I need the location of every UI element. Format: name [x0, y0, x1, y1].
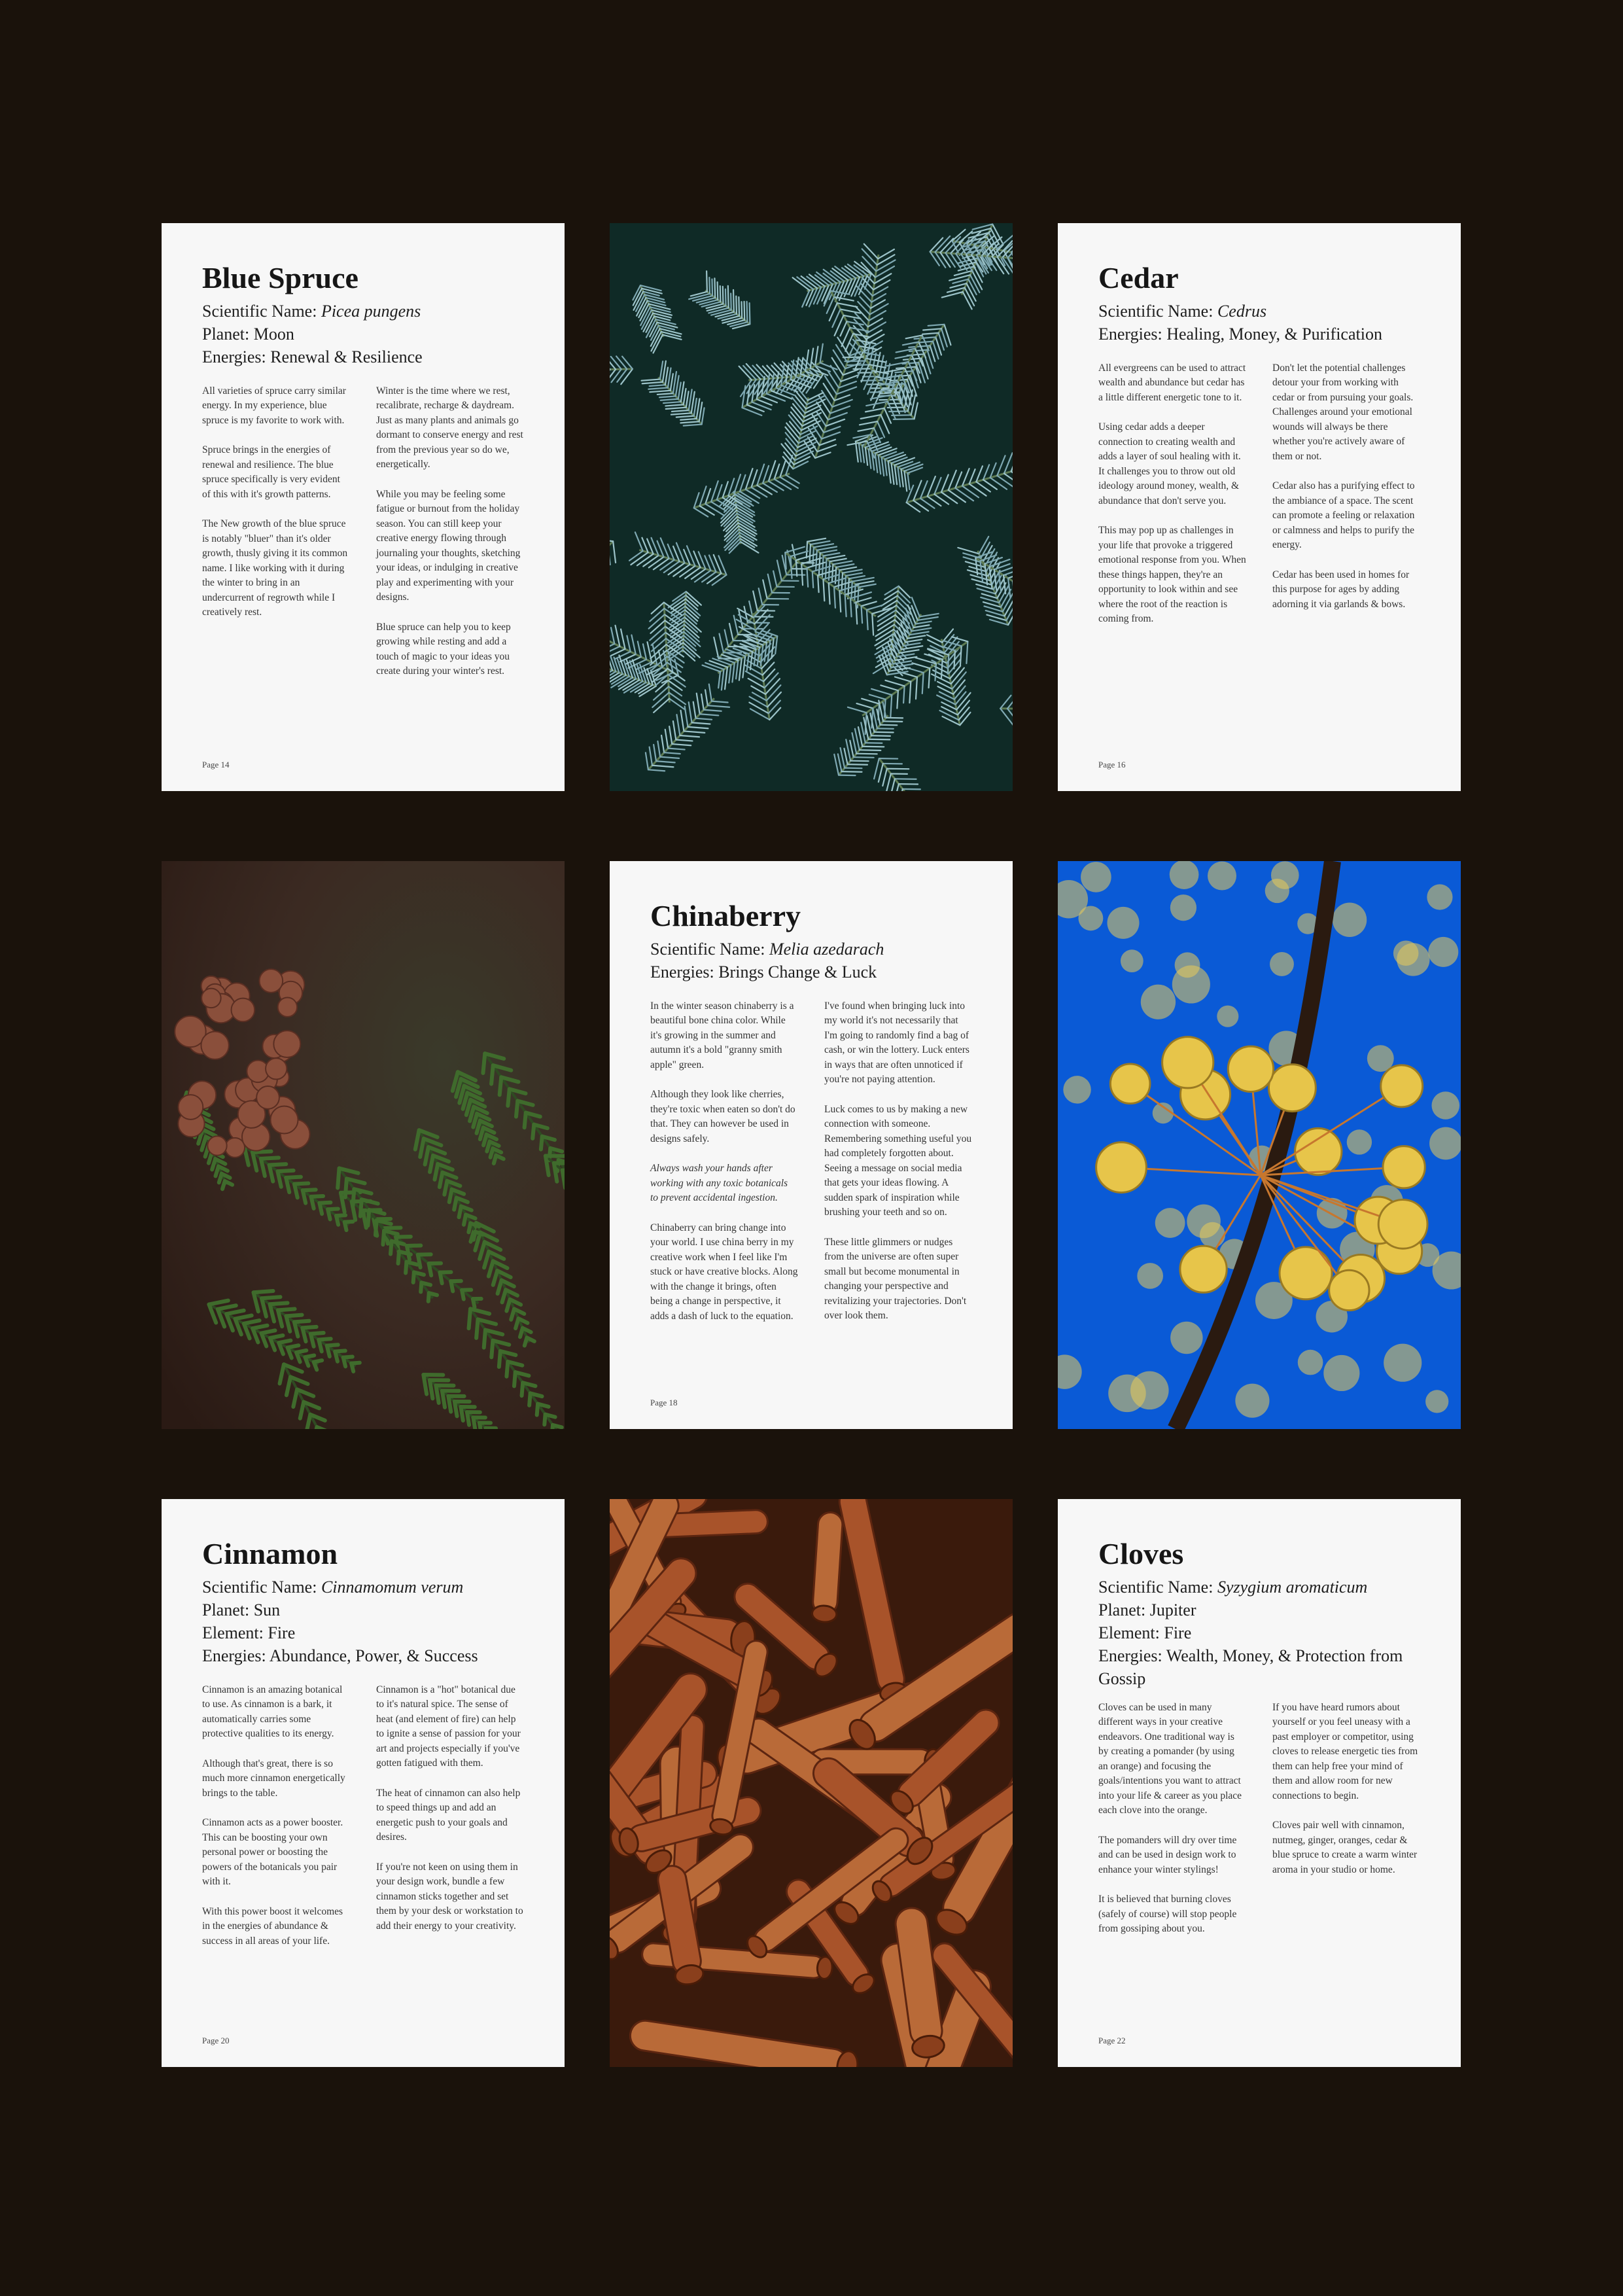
planet: Planet: Sun: [202, 1600, 281, 1619]
text-column-right: [1272, 361, 1420, 642]
background-berry: [1208, 862, 1236, 891]
paragraph: The heat of cinnamon can also help to speed things up and add an energetic push to your goals and desires.: [376, 1787, 521, 1843]
page-number: Page 22: [1098, 2036, 1126, 2045]
cedar-photo: [162, 861, 565, 1429]
chinaberry: [1096, 1142, 1147, 1193]
text-column-right: [376, 1683, 524, 1964]
background-berry: [1428, 937, 1458, 967]
background-berry: [1425, 1390, 1448, 1413]
cedar-cone: [225, 1138, 245, 1157]
background-berry: [1431, 1091, 1459, 1120]
page-title: Cedar: [1098, 261, 1179, 294]
background-berry: [1155, 1208, 1185, 1238]
background-berry: [1107, 907, 1139, 939]
paragraph: It is believed that burning cloves (safely of course) will stop people from gossiping about you.: [1098, 1894, 1237, 1935]
cedar-image: [162, 861, 565, 1429]
chinaberry: [1381, 1065, 1423, 1107]
background-berry: [1427, 884, 1452, 910]
scientific-name: Scientific Name: Cedrus: [1098, 301, 1267, 321]
paragraph: If you're not keen on using them in your design work, bundle a few cinnamon sticks together and set them by your desk or workstation to add their energy to your creativity.: [376, 1861, 523, 1932]
cedar-cone: [270, 1106, 298, 1133]
cinnamon-photo: [610, 1499, 1013, 2067]
cedar-cone: [179, 1095, 203, 1120]
paragraph: Although that's great, there is so much more cinnamon energetically brings to the table.: [202, 1757, 345, 1799]
chinaberry: [1162, 1037, 1213, 1088]
paragraph: If you have heard rumors about yourself or you feel uneasy with a past employer or competitor, using cloves to release energetic ties from them can help free your mind of them and allow room for new connections to begin.: [1272, 1701, 1418, 1801]
text-column-right: [1272, 1701, 1420, 1952]
scientific-name: Scientific Name: Syzygium aromaticum: [1098, 1577, 1368, 1597]
cedar-cone: [232, 998, 255, 1022]
energies: Energies: Brings Change & Luck: [650, 962, 877, 981]
background-berry: [1323, 1355, 1359, 1391]
background-berry: [1265, 879, 1289, 903]
paragraph: With this power boost it welcomes in the energies of abundance & success in all areas of your life.: [202, 1905, 343, 1947]
page-title: Cloves: [1098, 1537, 1184, 1570]
background-berry: [1170, 861, 1199, 889]
cedar-cone: [278, 997, 297, 1016]
chinaberry: [1268, 1065, 1316, 1112]
paragraph: Spruce brings in the energies of renewal and resilience. The blue spruce specifically is very evident of this with it's growth patterns.: [202, 444, 340, 500]
background-berry: [1078, 906, 1103, 931]
element: Element: Fire: [1098, 1623, 1192, 1642]
energies: Energies: Abundance, Power, & Success: [202, 1646, 478, 1665]
page-cloves: [1058, 1499, 1461, 2067]
paragraph: All varieties of spruce carry similar energy. In my experience, blue spruce is my favorite to work with.: [202, 385, 346, 426]
energies: Energies: Healing, Money, & Purification: [1098, 324, 1382, 344]
paragraph: Cinnamon is an amazing botanical to use. As cinnamon is a bark, it automatically carries some protective qualities to its energy.: [202, 1684, 343, 1740]
chinaberry: [1110, 1064, 1150, 1104]
page-number: Page 18: [650, 1398, 678, 1407]
planet: Planet: Moon: [202, 324, 294, 344]
paragraph: Winter is the time where we rest, recalibrate, recharge & daydream. Just as many plants and animals go dormant to conserve energy and rest from the previous year so do we, energetically.: [376, 385, 523, 470]
chinaberry-photo: [1058, 861, 1461, 1429]
background-berry: [1130, 1371, 1169, 1410]
blue-spruce-image: [610, 223, 1013, 791]
energies: Energies: Renewal & Resilience: [202, 347, 423, 366]
chinaberry: [1295, 1128, 1342, 1174]
paragraph: Cloves pair well with cinnamon, nutmeg, ginger, oranges, cedar & blue spruce to create a warm winter aroma in your studio or home.: [1272, 1820, 1418, 1875]
paragraph: All evergreens can be used to attract wealth and abundance but cedar has a little different energetic tone to it.: [1098, 362, 1246, 403]
scientific-name: Scientific Name: Picea pungens: [202, 301, 421, 321]
text-column-left: [1098, 361, 1246, 642]
cedar-cone: [207, 1136, 226, 1155]
paragraph: Cloves can be used in many different ways in your creative endeavors. One traditional way is by creating a pomander (by using an orange) and focusing the goals/intentions you want to attract into your life & career as you place each clove into the orange.: [1098, 1701, 1242, 1816]
cedar-cone: [259, 969, 283, 993]
scientific-name: Scientific Name: Cinnamomum verum: [202, 1577, 464, 1597]
paragraph: Although they look like cherries, they're toxic when eaten so don't do that. They can however be used in designs safely.: [650, 1089, 795, 1144]
paragraph: The pomanders will dry over time and can be used in design work to enhance your winter stylings!: [1098, 1834, 1237, 1875]
chinaberry-image: [1058, 861, 1461, 1429]
chinaberry: [1280, 1247, 1332, 1299]
cedar-cone: [266, 1058, 287, 1079]
background-berry: [1298, 1350, 1323, 1375]
cinnamon-image: [610, 1499, 1013, 2067]
background-berry: [1397, 943, 1429, 976]
scientific-name: Scientific Name: Melia azedarach: [650, 939, 884, 959]
page-cedar: [1058, 223, 1461, 791]
background-berry: [1235, 1384, 1269, 1418]
background-berry: [1384, 1344, 1422, 1382]
background-berry: [1137, 1263, 1163, 1289]
cedar-cone: [256, 1086, 279, 1109]
chinaberry: [1180, 1246, 1227, 1292]
paragraph: Chinaberry can bring change into your world. I use china berry in my creative work when I feel like I'm stuck or have creative blocks. Along with the change it brings, often being a change in perspective, it adds a dash of luck to the equation.: [650, 1222, 798, 1322]
cedar-cone: [273, 1031, 300, 1057]
paragraph: Cinnamon is a "hot" botanical due to it's natural spice. The sense of heat (and element of fire) can help to ignite a sense of passion for your art and projects especially if you've gotten fatigued with them.: [376, 1684, 521, 1769]
energies: Energies: Wealth, Money, & Protection from Gossip: [1098, 1646, 1403, 1688]
background-berry: [1187, 1205, 1221, 1239]
text-column-left: [1098, 1701, 1246, 1952]
paragraph: The New growth of the blue spruce is notably "bluer" than it's older growth, thusly giving it its common name. I like working with it during the winter to bring in an undercurrent of regrowth while I creatively rest.: [202, 518, 348, 618]
paragraph: Using cedar adds a deeper connection to creating wealth and adds a layer of soul healing with it. It challenges you to throw out old ideology around money, wealth, & abundance that don't serve you.: [1098, 421, 1241, 506]
text-column-left: [202, 1683, 350, 1964]
paragraph: Blue spruce can help you to keep growing while resting and add a touch of magic to your ideas you create during your winter's rest.: [376, 621, 511, 677]
cedar-cone: [201, 1031, 228, 1059]
chinaberry: [1378, 1199, 1427, 1248]
background-berry: [1347, 1129, 1372, 1154]
text-column-left: [650, 999, 798, 1339]
background-berry: [1170, 894, 1196, 921]
text-column-right: [376, 384, 524, 694]
background-berry: [1175, 952, 1200, 978]
paragraph: Cedar also has a purifying effect to the ambiance of a space. The scent can promote a feeling or relaxation or calmness and helps to purify the energy.: [1272, 480, 1415, 551]
background-berry: [1121, 949, 1143, 972]
planet: Planet: Jupiter: [1098, 1600, 1196, 1619]
text-column-left: [202, 384, 350, 694]
warning-note: Always wash your hands after working with any toxic botanicals to prevent accidental ingestion.: [650, 1163, 788, 1204]
paragraph: While you may be feeling some fatigue or burnout from the holiday season. You can still keep your creative energy flowing through journaling your thoughts, sketching your ideas, or indulging in creative play and experimenting with your designs.: [376, 488, 521, 603]
paragraph: Cedar has been used in homes for this purpose for ages by adding adorning it via garlands & bows.: [1272, 569, 1410, 610]
page-cinnamon: [162, 1499, 565, 2067]
background-berry: [1333, 903, 1367, 937]
chinaberry: [1383, 1146, 1425, 1188]
background-berry: [1063, 1076, 1091, 1103]
chinaberry: [1329, 1270, 1369, 1310]
page-number: Page 20: [202, 2036, 230, 2045]
cedar-cone: [201, 989, 221, 1008]
background-berry: [1081, 862, 1111, 892]
chinaberry: [1228, 1046, 1273, 1091]
page-title: Cinnamon: [202, 1537, 338, 1570]
page-chinaberry: [610, 861, 1013, 1429]
paragraph: I've found when bringing luck into my world it's not necessarily that I'm going to randomly find a bag of cash, or win the lottery. Luck enters in ways that are often unnoticed if you're not paying attention.: [824, 1000, 969, 1086]
element: Element: Fire: [202, 1623, 296, 1642]
text-column-right: [824, 999, 972, 1339]
blue-spruce-photo: [610, 223, 1013, 791]
page-title: Blue Spruce: [202, 261, 358, 294]
background-berry: [1141, 985, 1176, 1019]
page-number: Page 16: [1098, 760, 1126, 769]
paragraph: Luck comes to us by making a new connection with someone. Remembering something useful you had completely forgotten about. Seeing a message on social media that gets your ideas flowing. A sudden spark of inspiration while brushing your teeth and so on.: [824, 1103, 972, 1218]
background-berry: [1170, 1322, 1202, 1354]
page-number: Page 14: [202, 760, 230, 769]
paragraph: Don't let the potential challenges detour your from working with cedar or from pursuing your goals. Challenges around your emotional wounds will always be there whether you're actively aware of them or not.: [1272, 362, 1414, 462]
paragraph: This may pop up as challenges in your life that provoke a triggered emotional response from you. When these things happen, they're an opportunity to look within and see where the root of the reaction is coming from.: [1098, 525, 1246, 625]
paragraph: These little glimmers or nudges from the universe are often super small but become monumental in changing your perspective and revitalizing your trajectories. Don't over look them.: [824, 1236, 967, 1322]
background-berry: [1429, 1127, 1461, 1160]
background-berry: [1217, 1006, 1238, 1027]
paragraph: In the winter season chinaberry is a beautiful bone china color. While it's growing in the summer and autumn it's a bold "granny smith apple" green.: [650, 1000, 794, 1070]
page-blue-spruce: [162, 223, 565, 791]
paragraph: Cinnamon acts as a power booster. This can be boosting your own personal power or boosting the powers of the botanicals you pair with it.: [202, 1817, 343, 1888]
background-berry: [1270, 952, 1294, 976]
page-title: Chinaberry: [650, 899, 801, 932]
